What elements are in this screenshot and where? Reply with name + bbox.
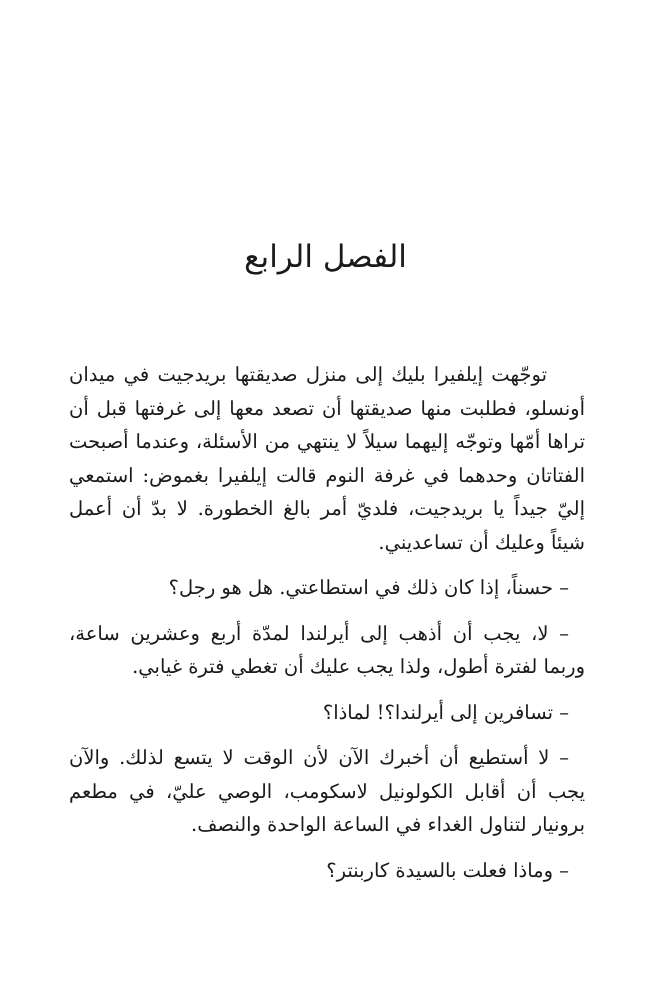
chapter-body — [69, 358, 585, 887]
paragraph-dialogue-2: – لا، يجب أن أذهب إلى أيرلندا لمدّة أربع وعشرين ساعة، وربما لفترة أطول، ولذا يجب عليك أن تغطي فترة غيابي. — [69, 621, 585, 678]
paragraph-narration: توجّهت إيلفيرا بليك إلى منزل صديقتها بريدجيت في ميدان أونسلو، فطلبت منها صديقتها أن تصعد معها إلى غرفتها قبل أن تراها أمّها وتوجّه إليهما سيلاً لا ينتهي من الأسئلة، وعندما أصبحت الفتاتان وحدهما في غرفة النوم قالت إيلفيرا بغموض: استمعي إليّ جيداً يا بريدجيت، فلديّ أمر بالغ الخطورة. لا بدّ أن أعمل شيئاً وعليك أن تساعديني. — [69, 363, 585, 554]
paragraph-dialogue-5: – وماذا فعلت بالسيدة كاربنتر؟ — [326, 858, 569, 882]
paragraph-dialogue-1: – حسناً، إذا كان ذلك في استطاعتي. هل هو رجل؟ — [168, 576, 569, 599]
paragraph-dialogue-4: – لا أستطيع أن أخبرك الآن لأن الوقت لا يتسع لذلك. والآن يجب أن أقابل الكولونيل لاسكومب، الوصي عليّ، في مطعم برونيار لتناول الغداء في الساعة الواحدة والنصف. — [69, 746, 585, 836]
paragraph-dialogue-3: – تسافرين إلى أيرلندا؟! لماذا؟ — [322, 700, 569, 724]
chapter-title: الفصل الرابع — [244, 239, 407, 275]
